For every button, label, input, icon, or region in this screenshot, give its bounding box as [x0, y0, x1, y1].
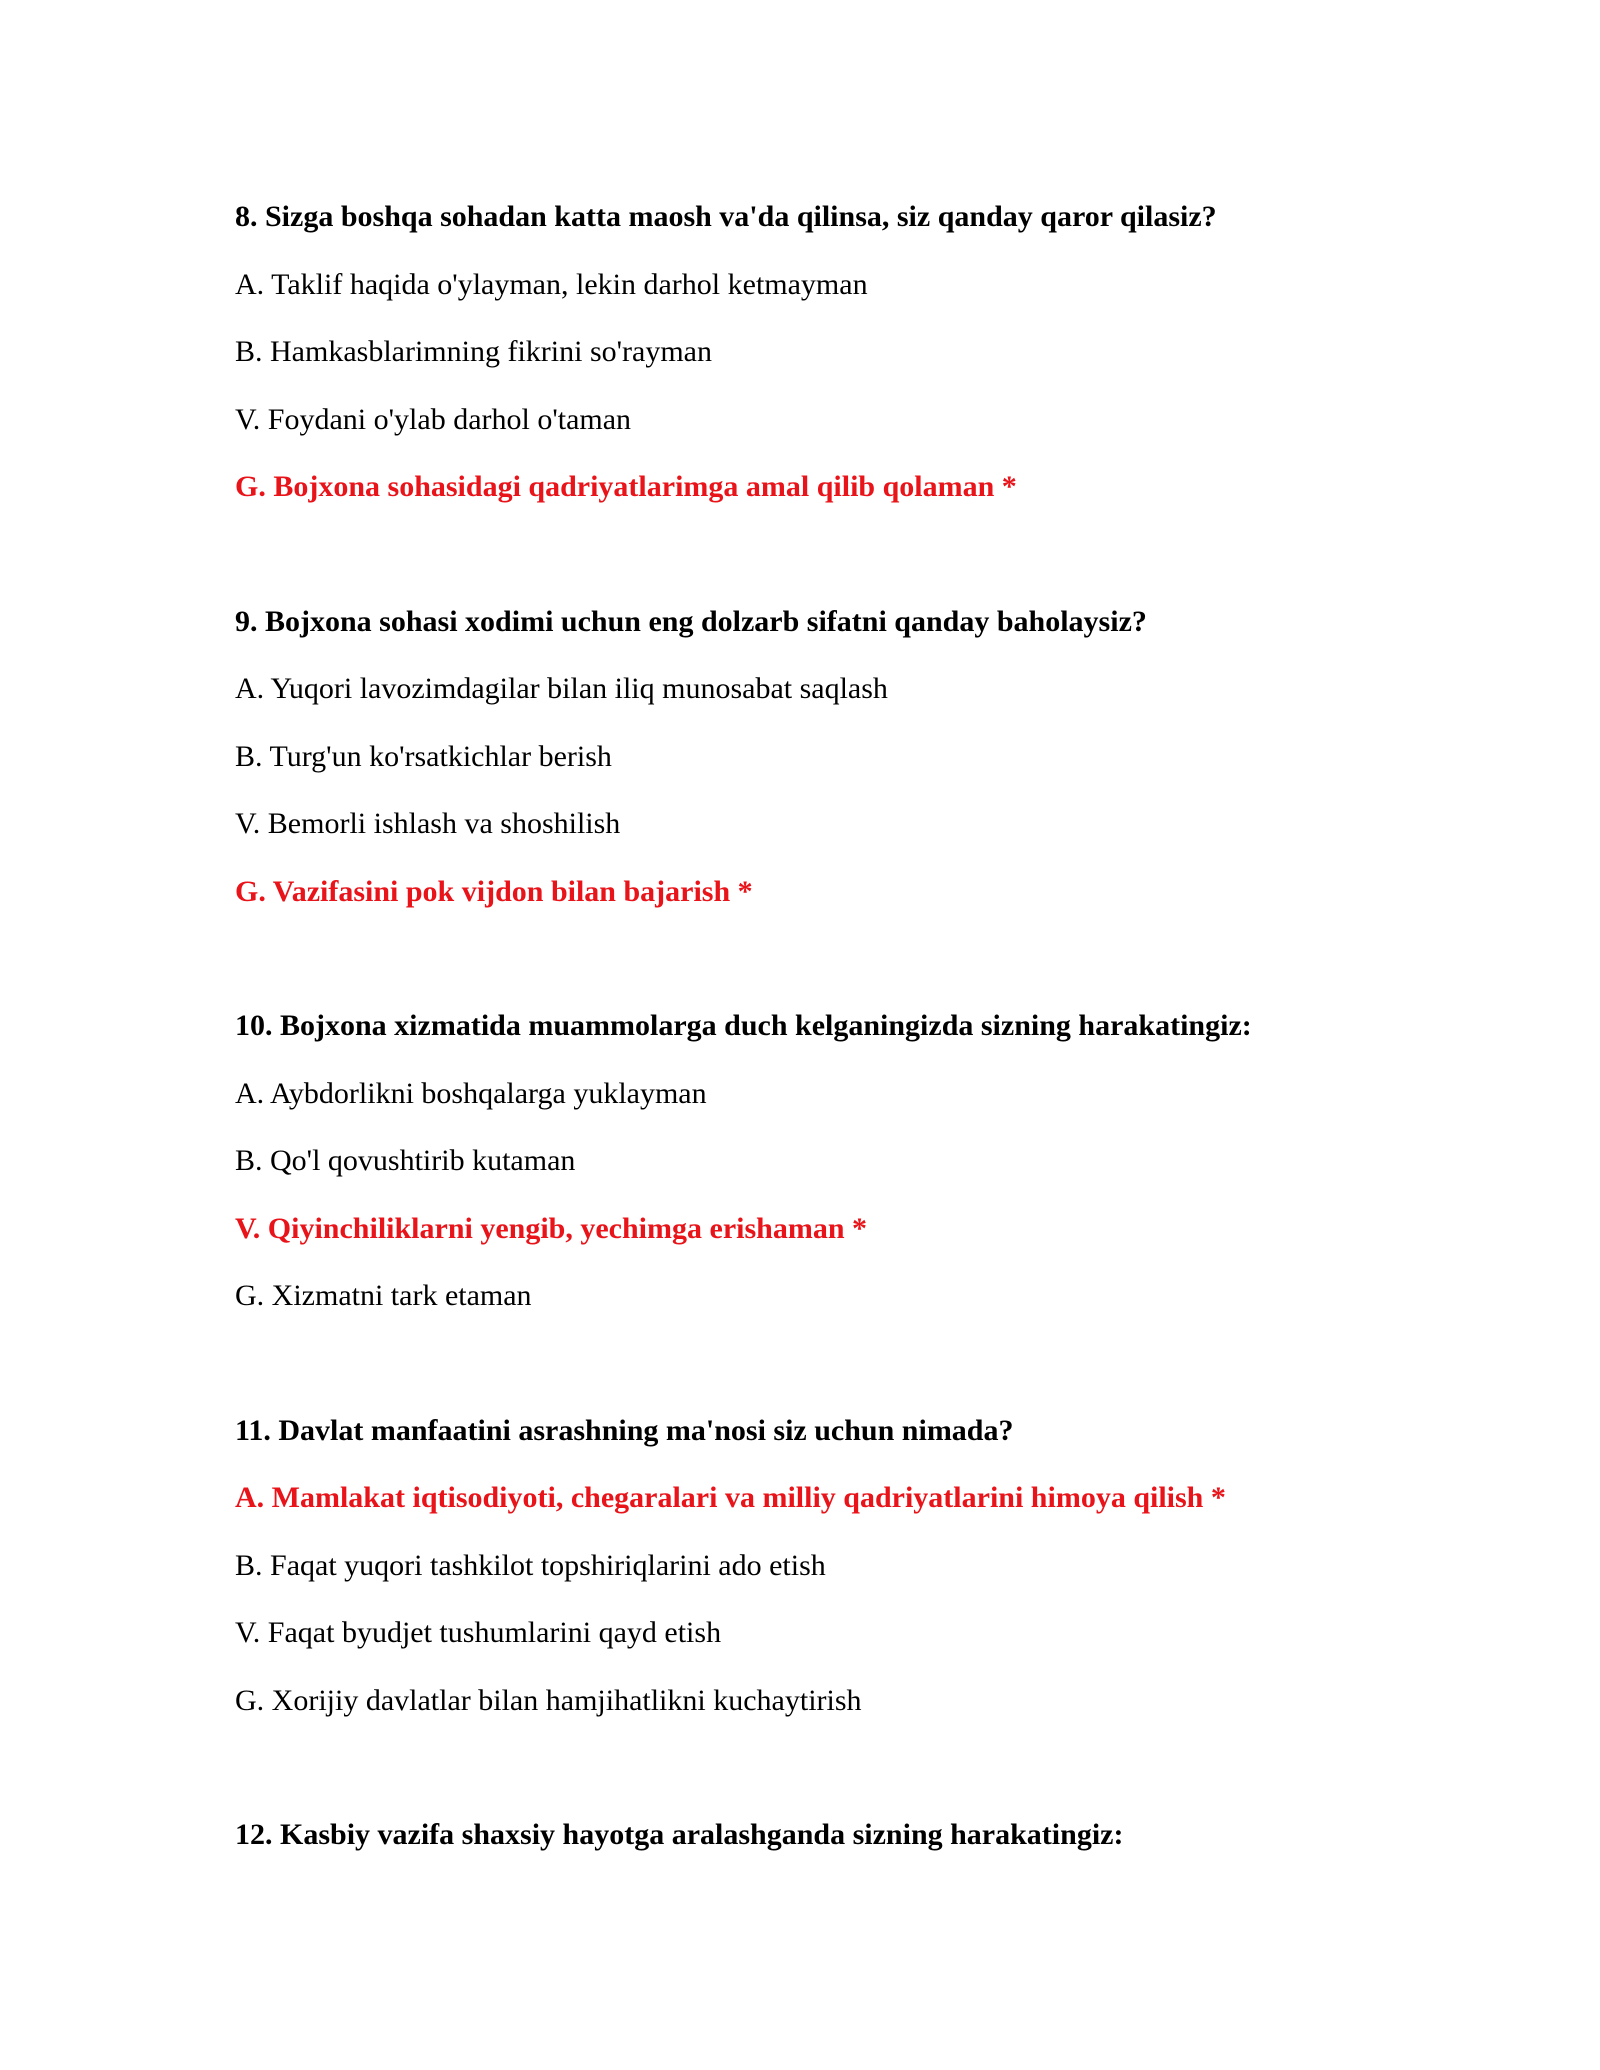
correct-answer-option-g: G. Bojxona sohasidagi qadriyatlarimga amal qilib qolaman *: [235, 470, 1017, 503]
question-block-8: [235, 183, 1435, 521]
answer-option-a: A. Yuqori lavozimdagilar bilan iliq munosabat saqlash: [235, 672, 888, 705]
answer-option-g: G. Xorijiy davlatlar bilan hamjihatlikni kuchaytirish: [235, 1683, 862, 1717]
answer-option-b: B. Turg'un ko'rsatkichlar berish: [235, 739, 612, 773]
correct-answer-option-v: V. Qiyinchiliklarni yengib, yechimga erishaman *: [235, 1211, 868, 1245]
answer-option-a: A. Aybdorlikni boshqalarga yuklayman: [235, 1076, 707, 1110]
question-text: 12. Kasbiy vazifa shaxsiy hayotga aralashganda sizning harakatingiz:: [235, 1818, 1124, 1851]
question-block-11: [235, 1397, 1435, 1735]
question-text: 9. Bojxona sohasi xodimi uchun eng dolzarb sifatni qanday baholaysiz?: [235, 604, 1147, 638]
answer-option-v: V. Faqat byudjet tushumlarini qayd etish: [235, 1616, 722, 1649]
question-text: 11. Davlat manfaatini asrashning ma'nosi siz uchun nimada?: [235, 1413, 1014, 1447]
question-block-12: [235, 1801, 1435, 1869]
answer-option-b: B. Hamkasblarimning fikrini so'rayman: [235, 335, 712, 368]
question-list: [235, 183, 1435, 1936]
answer-option-v: V. Bemorli ishlash va shoshilish: [235, 807, 621, 840]
answer-option-v: V. Foydani o'ylab darhol o'taman: [235, 402, 632, 436]
question-block-10: [235, 992, 1435, 1330]
answer-option-g: G. Xizmatni tark etaman: [235, 1279, 532, 1312]
correct-answer-option-a: A. Mamlakat iqtisodiyoti, chegaralari va milliy qadriyatlarini himoya qilish *: [235, 1481, 1226, 1514]
answer-option-b: B. Faqat yuqori tashkilot topshiriqlarini ado etish: [235, 1548, 826, 1582]
answer-option-b: B. Qo'l qovushtirib kutaman: [235, 1144, 576, 1177]
question-text: 10. Bojxona xizmatida muammolarga duch kelganingizda sizning harakatingiz:: [235, 1009, 1252, 1042]
question-text: 8. Sizga boshqa sohadan katta maosh va'da qilinsa, siz qanday qaror qilasiz?: [235, 200, 1217, 233]
correct-answer-option-g: G. Vazifasini pok vijdon bilan bajarish *: [235, 874, 753, 908]
answer-option-a: A. Taklif haqida o'ylayman, lekin darhol ketmayman: [235, 267, 868, 301]
question-block-9: [235, 588, 1435, 926]
